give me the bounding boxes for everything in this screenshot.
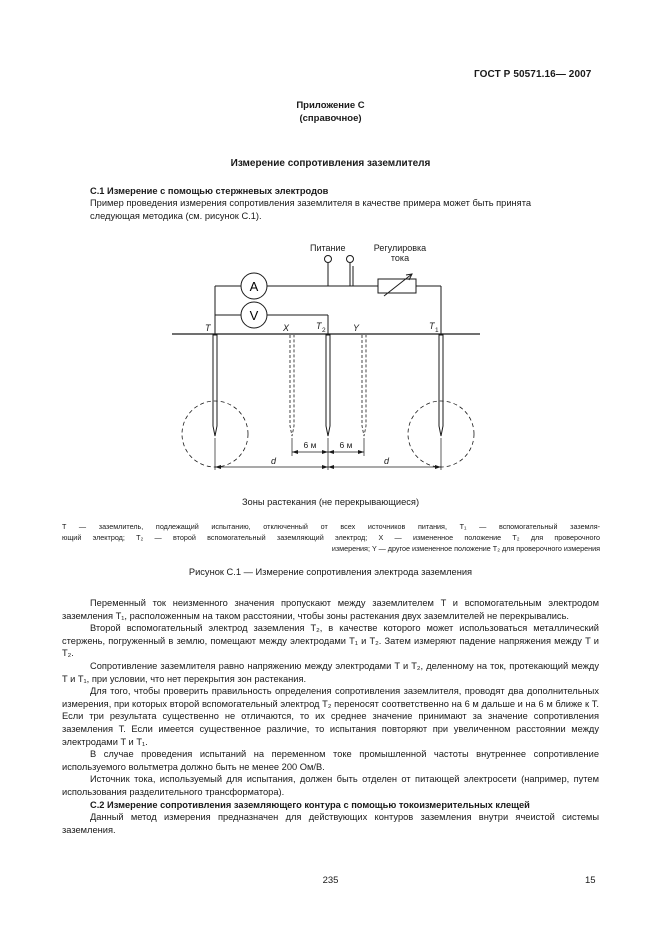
zones-caption: Зоны растекания (не перекрывающиеся) <box>241 497 420 507</box>
supply-terminal-right <box>347 256 354 263</box>
label-t1: T <box>429 321 435 331</box>
voltmeter-label: V <box>249 308 259 323</box>
figure-legend <box>62 521 600 554</box>
supply-terminal-left <box>325 256 332 263</box>
label-regulator-2: тока <box>390 253 410 263</box>
appendix-subtitle: (справочное) <box>299 113 362 124</box>
electrode-t <box>213 335 217 436</box>
label-d-left: d <box>271 456 277 466</box>
appendix-title: Приложение С <box>296 100 365 111</box>
paragraph-5: В случае проведения испытаний на переменном токе промышленной частоты внутреннее сопротивление используемого вольтметра должно быть не менее 200 Ом/В. <box>62 749 599 772</box>
electrode-t2 <box>326 335 330 436</box>
page-number-center: 235 <box>322 875 339 886</box>
label-regulator-1: Регулировка <box>373 243 427 253</box>
label-t2-sub: 2 <box>322 327 326 334</box>
paragraph-3: Сопротивление заземлителя равно напряжению между электродами T и T₂, деленному на ток, протекающий между T и T₁, при условии, что нет перекрытия зон растекания. <box>62 660 599 684</box>
label-y: Y <box>353 323 360 333</box>
legend-line-1: T — заземлитель, подлежащий испытанию, отключенный от всех источников питания, T₁ — вспомогательный заземля- <box>62 522 600 531</box>
label-x: X <box>283 323 290 333</box>
label-6m-left: 6 м <box>303 440 317 450</box>
label-t: T <box>205 323 211 333</box>
intro-text-line2: следующая методика (см. рисунок С.1). <box>90 211 262 221</box>
intro-text-line1: Пример проведения измерения сопротивления заземлителя в качестве примера может быть принята <box>90 198 532 208</box>
body-text <box>62 597 599 836</box>
subsection-heading-c1: С.1 Измерение с помощью стержневых электродов <box>90 186 329 196</box>
label-t1-sub: 1 <box>435 327 439 334</box>
label-d-right: d <box>384 456 390 466</box>
ammeter <box>241 273 267 299</box>
section-title: Измерение сопротивления заземлителя <box>230 158 431 169</box>
measurement-diagram <box>150 238 490 478</box>
electrode-t1 <box>439 335 443 436</box>
label-6m-right: 6 м <box>339 440 353 450</box>
label-supply: Питание <box>310 243 346 253</box>
ammeter-label: A <box>249 279 259 294</box>
paragraph-1: Переменный ток неизменного значения пропускают между заземлителем T и вспомогательным электродом заземления T₁, расположенным на таком расстоянии, чтобы зоны растекания двух заземлителей не перекрывались. <box>62 598 599 621</box>
figure-caption: Рисунок С.1 — Измерение сопротивления электрода заземления <box>188 567 473 577</box>
standard-number: ГОСТ Р 50571.16— 2007 <box>474 69 592 80</box>
voltmeter <box>241 302 267 328</box>
subsection-heading-c2: С.2 Измерение сопротивления заземляющего контура с помощью токоизмерительных клещей <box>90 799 530 810</box>
electrode-y-dashed <box>362 335 366 436</box>
paragraph-2: Второй вспомогательный электрод заземления T₂, в качестве которого может использоваться металлический стержень, погруженный в землю, помещают между электродами T₁ и T₂. Затем измеряют падение напряжения между T и T₂. <box>62 623 599 659</box>
appendix-heading <box>0 99 661 125</box>
legend-line-2: ющий электрод; T₂ — второй вспомогательный заземляющий электрод; X — измененное положение T₂ для проверочного <box>62 533 600 542</box>
electrode-x-dashed <box>290 335 294 436</box>
label-t2: T <box>316 321 322 331</box>
paragraph-6: Источник тока, используемый для испытания, должен быть отделен от питающей электросети (например, путем использования разделительного трансформатора). <box>62 774 599 797</box>
page-number-right: 15 <box>585 875 596 886</box>
paragraph-7: Данный метод измерения предназначен для действующих контуров заземления внутри ячеистой системы заземления. <box>62 812 599 835</box>
legend-line-3: измерения; Y — другое измененное положение T₂ для проверочного измерения <box>331 544 600 553</box>
paragraph-4: Для того, чтобы проверить правильность определения сопротивления заземлителя, проводят два дополнительных измерения, при которых второй вспомогательный электрод T₂ переносят соответственно на 6 м дальше и на 6 м ближе к T. Если три результата существенно не отличаются, то их среднее значение принимают за значение сопротивления заземления T. Если имеется существенное различие, то испытания повторяют при увеличенном расстоянии между электродами T и T₁. <box>62 686 599 747</box>
